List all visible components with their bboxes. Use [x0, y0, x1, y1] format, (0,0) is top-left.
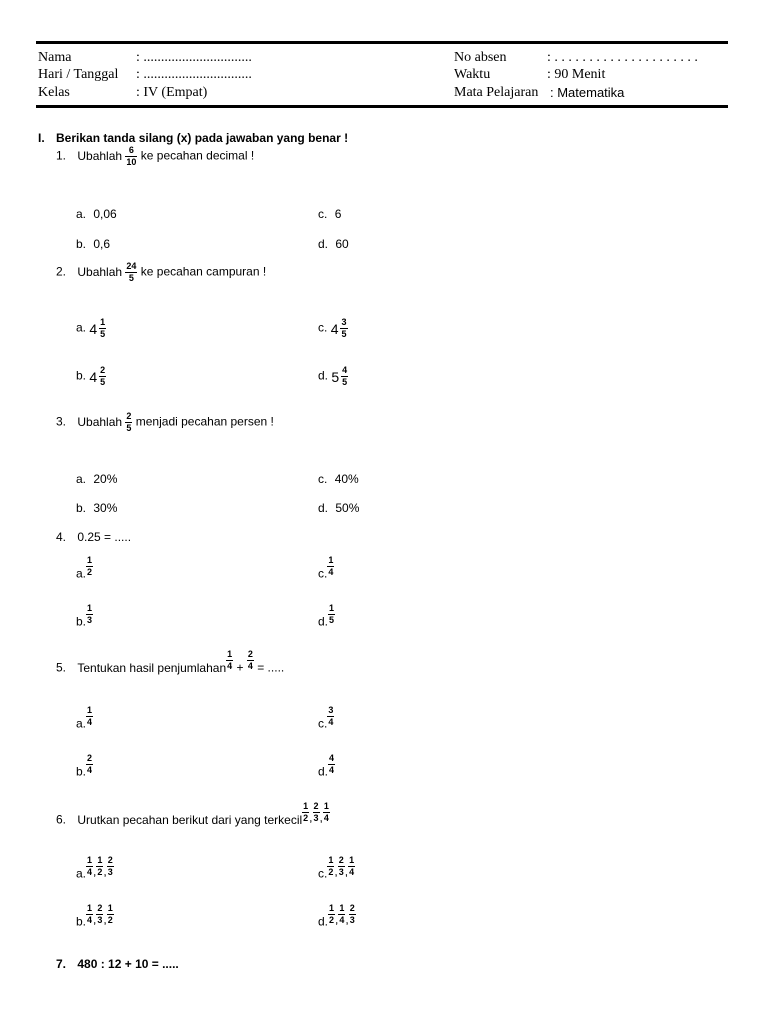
fraction-denominator: 4: [87, 867, 93, 877]
fraction-numerator: 1: [329, 903, 335, 913]
q5-option-b[interactable]: [76, 754, 93, 782]
question-4: [56, 530, 131, 544]
option-letter: b.: [76, 368, 87, 383]
fraction-numerator: 1: [87, 555, 93, 565]
option-fraction: [328, 754, 335, 775]
fraction-denominator: 2: [87, 567, 93, 577]
comma-separator: ,: [93, 912, 97, 927]
option-letter: c.: [318, 207, 328, 221]
q3-option-d[interactable]: [318, 501, 359, 515]
option-letter: a.: [76, 472, 87, 486]
option-letter: b.: [76, 764, 87, 779]
fraction-denominator: 3: [87, 615, 93, 625]
fraction-denominator: 5: [100, 377, 106, 387]
fraction-numerator: 24: [126, 261, 137, 271]
mixed-fraction: [99, 366, 106, 387]
fraction-denominator: 4: [247, 661, 253, 671]
fraction-denominator: 5: [126, 423, 132, 433]
option-letter: c.: [318, 320, 328, 335]
question-4-number: 4.: [56, 530, 67, 544]
option-fraction: [86, 904, 93, 925]
question-2: [56, 262, 266, 292]
option-letter: b.: [76, 501, 87, 515]
q5-option-a[interactable]: [76, 706, 93, 734]
option-fraction: [86, 856, 93, 877]
fraction-numerator: 1: [87, 903, 93, 913]
question-7-text: 480 : 12 + 10 = .....: [77, 957, 179, 971]
question-1: [56, 146, 254, 176]
fraction-numerator: 1: [303, 801, 309, 811]
question-5-number: 5.: [56, 660, 67, 675]
q6-option-b[interactable]: [76, 904, 114, 932]
q2-option-c[interactable]: [318, 318, 348, 339]
fraction-numerator: 1: [100, 317, 106, 327]
q1-option-a[interactable]: [76, 207, 117, 221]
q6-option-c[interactable]: [318, 856, 355, 884]
question-7-number: 7.: [56, 957, 67, 971]
comma-separator: ,: [344, 864, 349, 879]
fraction-numerator: 6: [125, 146, 137, 157]
kelas-value: : IV (Empat): [136, 85, 208, 100]
option-fraction: [86, 604, 93, 625]
section-instruction: Berikan tanda silang (x) pada jawaban yang benar !: [56, 131, 349, 145]
mixed-fraction: [340, 318, 347, 339]
question-2-text-pre: Ubahlah: [77, 264, 123, 279]
option-value: 20%: [93, 472, 118, 486]
question-5-fraction-1: [226, 650, 233, 671]
q3-option-a[interactable]: [76, 472, 117, 486]
fraction-numerator: 2: [349, 903, 355, 913]
fraction-numerator: 2: [97, 903, 103, 913]
fraction-numerator: 2: [100, 365, 106, 375]
option-fraction: [328, 904, 335, 925]
q4-option-d[interactable]: [318, 604, 335, 632]
option-fraction: [107, 904, 114, 925]
nama-field[interactable]: : ...............................: [136, 50, 252, 65]
option-value: 50%: [335, 501, 360, 515]
waktu-value: : 90 Menit: [547, 67, 606, 82]
fraction-denominator: 4: [328, 717, 334, 727]
fraction-numerator: 1: [87, 855, 93, 865]
fraction-numerator: 2: [126, 411, 132, 421]
option-fraction: [107, 856, 114, 877]
comma-separator: ,: [93, 864, 97, 879]
fraction-denominator: 5: [341, 329, 347, 339]
q4-option-a[interactable]: [76, 556, 93, 584]
q6-option-d[interactable]: [318, 904, 356, 932]
nama-label: Nama: [38, 50, 72, 65]
fraction-denominator: 4: [227, 661, 233, 671]
fraction-numerator: 1: [328, 555, 334, 565]
hari-tanggal-label: Hari / Tanggal: [38, 67, 119, 82]
fraction-numerator: 1: [329, 603, 335, 613]
comma-separator: ,: [334, 864, 338, 879]
option-letter: c.: [318, 472, 328, 486]
fraction-denominator: 5: [329, 615, 335, 625]
question-2-text-post: ke pecahan campuran !: [140, 264, 267, 279]
question-5-text-post: = .....: [257, 660, 285, 675]
question-6-number: 6.: [56, 812, 67, 827]
fraction-numerator: 3: [341, 317, 347, 327]
option-fraction: [348, 856, 355, 877]
q3-option-c[interactable]: [318, 472, 359, 486]
question-1-text-pre: Ubahlah: [77, 148, 123, 163]
fraction-denominator: 3: [107, 867, 113, 877]
option-fraction: [327, 706, 334, 727]
question-2-fraction: [125, 262, 137, 283]
mixed-whole: 5: [331, 368, 340, 385]
option-value: 60: [335, 237, 349, 251]
fraction-denominator: 4: [87, 765, 93, 775]
question-4-text: 0.25 = .....: [77, 530, 132, 544]
no-absen-label: No absen: [454, 50, 507, 65]
fraction-denominator: 2: [303, 813, 309, 823]
comma-separator: ,: [335, 912, 339, 927]
fraction-numerator: 2: [313, 801, 319, 811]
question-3: [56, 412, 274, 442]
fraction-numerator: 2: [87, 753, 93, 763]
option-letter: d.: [318, 501, 329, 515]
mixed-fraction: [341, 366, 348, 387]
fraction-denominator: 10: [126, 157, 137, 167]
option-letter: b.: [76, 614, 87, 629]
question-3-number: 3.: [56, 414, 67, 429]
fraction-denominator: 4: [329, 765, 335, 775]
fraction-numerator: 3: [328, 705, 334, 715]
comma-separator: ,: [309, 810, 313, 825]
mata-pelajaran-value: : Matematika: [550, 85, 625, 100]
option-letter: c.: [318, 866, 328, 881]
option-letter: d.: [318, 914, 329, 929]
option-letter: d.: [318, 764, 329, 779]
fraction-denominator: 4: [349, 867, 355, 877]
question-7: [56, 957, 179, 971]
q4-option-c[interactable]: [318, 556, 334, 584]
fraction-denominator: 2: [97, 867, 103, 877]
option-fraction: [327, 556, 334, 577]
fraction-denominator: 2: [328, 867, 334, 877]
option-fraction: [86, 706, 93, 727]
fraction-denominator: 5: [128, 273, 134, 283]
fraction-numerator: 1: [87, 603, 93, 613]
question-3-text-post: menjadi pecahan persen !: [135, 414, 274, 429]
kelas-label: Kelas: [38, 85, 70, 100]
fraction-denominator: 5: [100, 329, 106, 339]
option-letter: a.: [76, 207, 87, 221]
mixed-fraction: [99, 318, 106, 339]
question-5: [56, 650, 284, 680]
option-letter: a.: [76, 716, 87, 731]
fraction-denominator: 5: [342, 377, 348, 387]
option-fraction: [328, 604, 335, 625]
question-3-text-pre: Ubahlah: [77, 414, 123, 429]
question-5-fraction-2: [247, 650, 254, 671]
no-absen-field[interactable]: : . . . . . . . . . . . . . . . . . . . . .: [547, 50, 698, 65]
q5-option-c[interactable]: [318, 706, 334, 734]
fraction-denominator: 3: [338, 867, 344, 877]
fraction-numerator: 4: [342, 365, 348, 375]
q6-option-a[interactable]: [76, 856, 114, 884]
q1-option-c[interactable]: [318, 207, 341, 221]
question-6: [56, 802, 330, 832]
fraction-numerator: 2: [107, 855, 113, 865]
plus-operator: +: [236, 660, 244, 675]
fraction-numerator: 1: [339, 903, 345, 913]
option-fraction: [86, 556, 93, 577]
question-1-fraction: [125, 146, 137, 167]
fraction-denominator: 4: [339, 915, 345, 925]
fraction-denominator: 3: [97, 915, 103, 925]
fraction-numerator: 1: [349, 855, 355, 865]
option-letter: a.: [76, 320, 87, 335]
fraction-denominator: 2: [329, 915, 335, 925]
mata-pelajaran-label: Mata Pelajaran: [454, 85, 539, 100]
mixed-whole: 4: [89, 320, 98, 337]
comma-separator: ,: [345, 912, 349, 927]
option-fraction: [86, 754, 93, 775]
option-value: 0,6: [93, 237, 111, 251]
fraction-numerator: 2: [247, 649, 253, 659]
q3-option-b[interactable]: [76, 501, 117, 515]
question-2-number: 2.: [56, 264, 67, 279]
fraction-numerator: 1: [227, 649, 233, 659]
fraction-numerator: 1: [87, 705, 93, 715]
mixed-whole: 4: [89, 368, 98, 385]
q1-option-b[interactable]: [76, 237, 110, 251]
question-6-fraction-3: [323, 802, 330, 823]
fraction-denominator: 4: [87, 717, 93, 727]
comma-separator: ,: [103, 864, 107, 879]
option-value: 30%: [93, 501, 118, 515]
q4-option-b[interactable]: [76, 604, 93, 632]
mixed-whole: 4: [330, 320, 339, 337]
option-letter: d.: [318, 368, 329, 383]
fraction-numerator: 1: [328, 855, 334, 865]
q2-option-d[interactable]: [318, 366, 348, 387]
option-fraction: [338, 856, 345, 877]
comma-separator: ,: [103, 912, 107, 927]
question-3-fraction: [125, 412, 132, 433]
option-letter: d.: [318, 237, 329, 251]
option-letter: a.: [76, 866, 87, 881]
fraction-denominator: 3: [313, 813, 319, 823]
comma-separator: ,: [319, 810, 323, 825]
fraction-denominator: 4: [87, 915, 93, 925]
fraction-numerator: 1: [97, 855, 103, 865]
option-value: 40%: [334, 472, 359, 486]
fraction-numerator: 1: [323, 801, 329, 811]
question-1-number: 1.: [56, 148, 67, 163]
option-letter: b.: [76, 914, 87, 929]
question-5-text-pre: Tentukan hasil penjumlahan: [77, 660, 227, 675]
fraction-denominator: 2: [107, 915, 113, 925]
fraction-denominator: 3: [349, 915, 355, 925]
fraction-numerator: 1: [107, 903, 113, 913]
q2-option-b[interactable]: [76, 366, 106, 387]
option-letter: d.: [318, 614, 329, 629]
fraction-denominator: 4: [323, 813, 329, 823]
option-letter: a.: [76, 566, 87, 581]
waktu-label: Waktu: [454, 67, 491, 82]
question-6-text: Urutkan pecahan berikut dari yang terkecil: [77, 812, 303, 827]
q1-option-d[interactable]: [318, 237, 349, 251]
hari-tanggal-field[interactable]: : ...............................: [136, 67, 252, 82]
q5-option-d[interactable]: [318, 754, 335, 782]
option-value: 0,06: [93, 207, 117, 221]
option-value: 6: [334, 207, 342, 221]
section-number: I.: [38, 131, 45, 145]
option-letter: c.: [318, 716, 328, 731]
option-letter: c.: [318, 566, 328, 581]
fraction-denominator: 4: [328, 567, 334, 577]
question-1-text-post: ke pecahan decimal !: [140, 148, 255, 163]
fraction-numerator: 4: [329, 753, 335, 763]
option-letter: b.: [76, 237, 87, 251]
option-fraction: [349, 904, 356, 925]
question-6-fraction-2: [313, 802, 320, 823]
q2-option-a[interactable]: [76, 318, 106, 339]
fraction-numerator: 2: [338, 855, 344, 865]
